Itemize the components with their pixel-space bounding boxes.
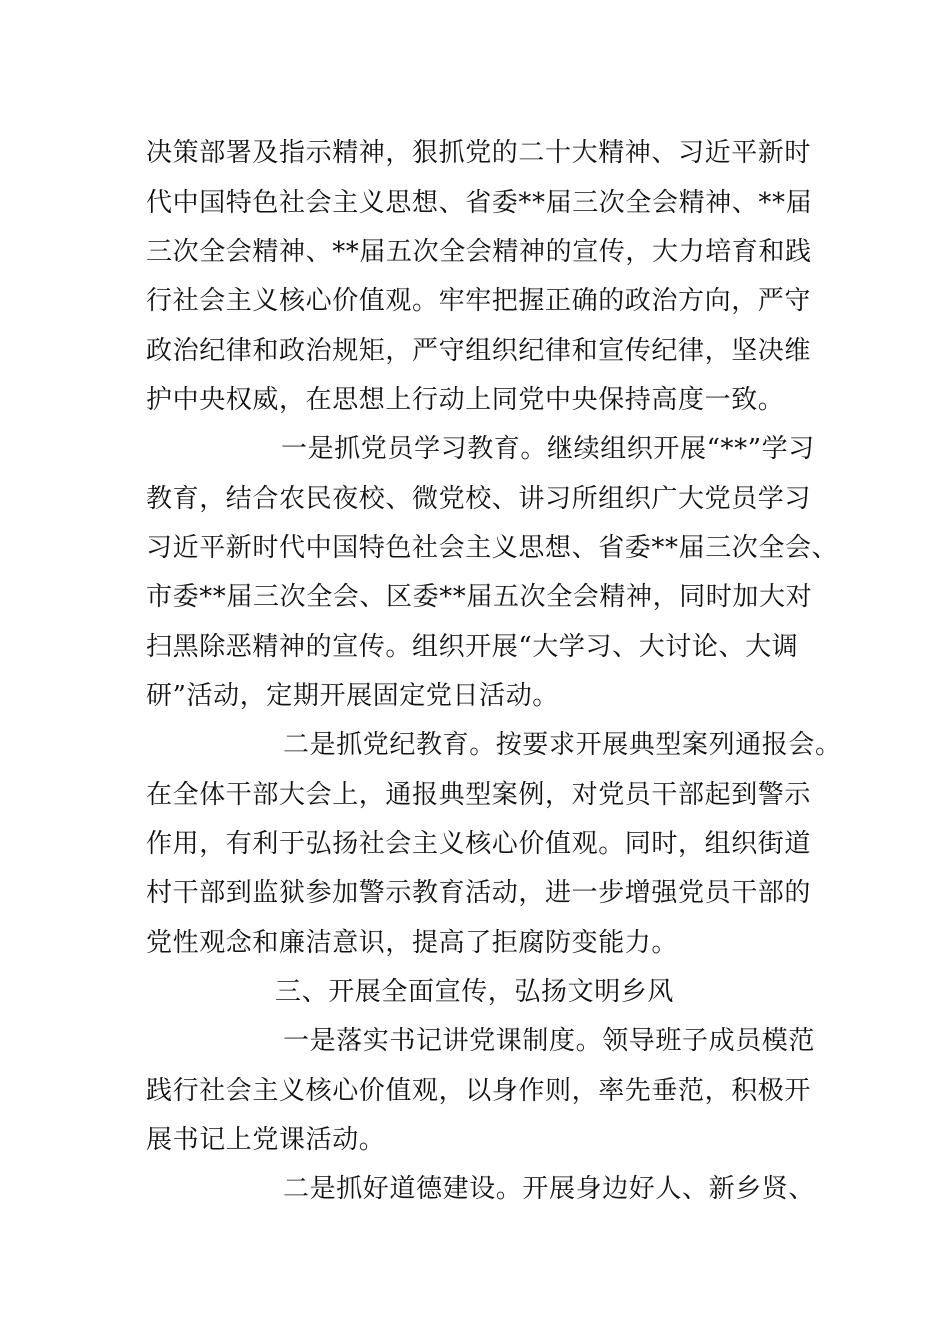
body-text-line: 护中央权威，在思想上行动上同党中央保持高度一致。 <box>146 385 785 415</box>
body-text-line: 村干部到监狱参加警示教育活动，进一步增强党员干部的 <box>146 878 812 908</box>
body-text-line: 展书记上党课活动。 <box>146 1125 386 1155</box>
body-text-line: 代中国特色社会主义思想、省委**届三次全会精神、**届 <box>146 188 813 218</box>
body-text-line: 扫黑除恶精神的宣传。组织开展“大学习、大讨论、大调 <box>146 632 799 662</box>
paragraph-heading-line: 一是抓党员学习教育。继续组织开展“**”学习 <box>281 434 815 464</box>
body-text-line: 行社会主义核心价值观。牢牢把握正确的政治方向，严守 <box>146 286 812 316</box>
body-text-line: 践行社会主义核心价值观，以身作则，率先垂范，积极开 <box>146 1076 812 1106</box>
body-text-line: 作用，有利于弘扬社会主义核心价值观。同时，组织街道 <box>146 829 812 859</box>
body-text-line: 决策部署及指示精神，狠抓党的二十大精神、习近平新时 <box>146 138 812 168</box>
section-heading: 三、开展全面宣传，弘扬文明乡风 <box>275 977 675 1007</box>
body-text-line: 习近平新时代中国特色社会主义思想、省委**届三次全会、 <box>146 533 839 563</box>
body-text-line: 市委**届三次全会、区委**届五次全会精神，同时加大对 <box>146 582 813 612</box>
paragraph-heading-line: 一是落实书记讲党课制度。领导班子成员模范 <box>283 1026 816 1056</box>
paragraph-heading-line: 二是抓党纪教育。按要求开展典型案列通报会。 <box>283 730 842 760</box>
body-text-line: 三次全会精神、**届五次全会精神的宣传，大力培育和践 <box>146 237 812 267</box>
body-text-line: 教育，结合农民夜校、微党校、讲习所组织广大党员学习 <box>146 484 812 514</box>
body-text-line: 政治纪律和政治规矩，严守组织纪律和宣传纪律，坚决维 <box>146 336 812 366</box>
body-text-line: 党性观念和廉洁意识，提高了拒腐防变能力。 <box>146 928 679 958</box>
body-text-line: 在全体干部大会上，通报典型案例，对党员干部起到警示 <box>146 780 812 810</box>
body-text-line: 研”活动，定期开展固定党日活动。 <box>146 681 559 711</box>
paragraph-heading-line: 二是抓好道德建设。开展身边好人、新乡贤、 <box>283 1174 816 1204</box>
